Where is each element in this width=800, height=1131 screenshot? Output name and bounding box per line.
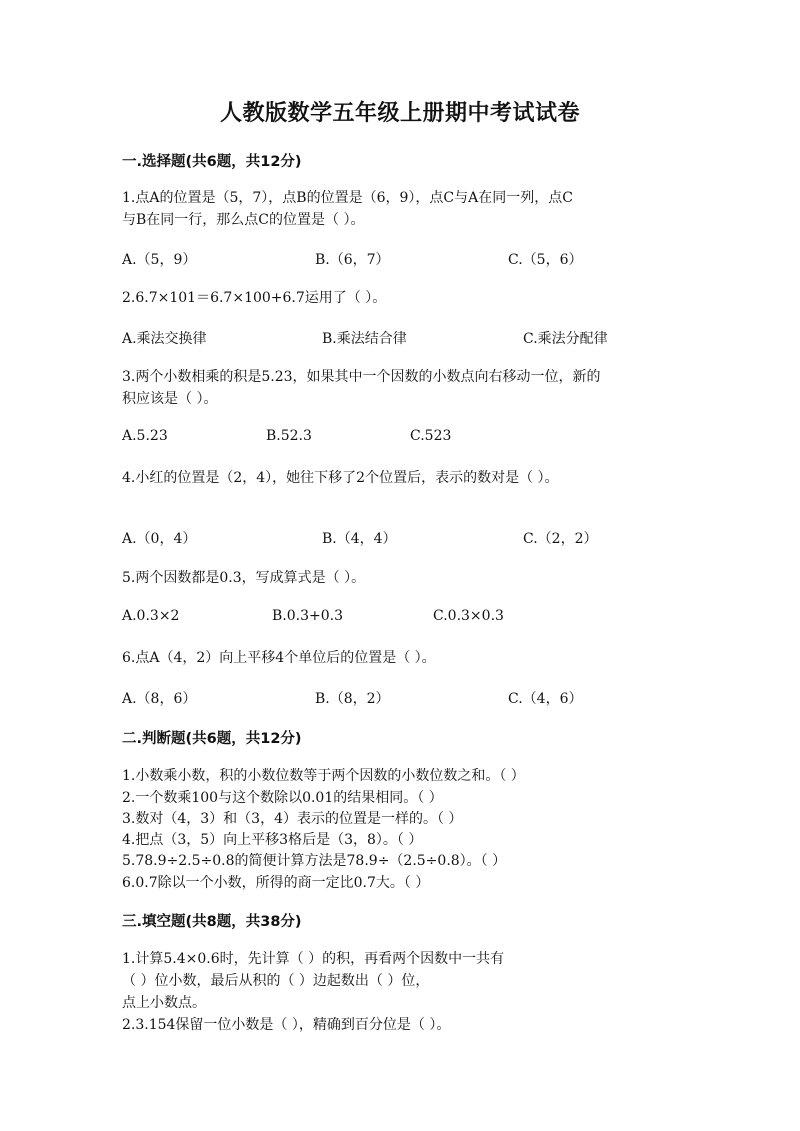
option-b: B.0.3+0.3 xyxy=(272,608,343,624)
option-c: C.乘法分配律 xyxy=(523,331,608,347)
question-3-2: 2.3.154保留一位小数是（ ），精确到百分位是（ ）。 xyxy=(122,1017,451,1033)
option-a: A.（8，6） xyxy=(122,691,197,707)
option-b: B.（8，2） xyxy=(315,691,390,707)
question-text-line: 3.两个小数相乘的积是5.23，如果其中一个因数的小数点向右移动一位，新的 xyxy=(122,369,601,385)
option-a: A.（5，9） xyxy=(122,252,197,268)
question-text-line: 6.点A（4，2）向上平移4个单位后的位置是（ ）。 xyxy=(122,650,436,666)
option-a: A.5.23 xyxy=(122,428,168,444)
option-c: C.0.3×0.3 xyxy=(433,608,504,624)
page-title: 人教版数学五年级上册期中考试试卷 xyxy=(219,101,580,126)
option-c: C.（5，6） xyxy=(508,252,583,268)
judgement-item: 3.数对（4，3）和（3，4）表示的位置是一样的。（ ） xyxy=(122,811,463,827)
judgement-item: 1.小数乘小数，积的小数位数等于两个因数的小数位数之和。（ ） xyxy=(122,768,525,784)
option-a: A.0.3×2 xyxy=(122,608,180,624)
question-text-line: 5.两个因数都是0.3，写成算式是（ ）。 xyxy=(122,570,366,586)
judgement-item: 6.0.7除以一个小数，所得的商一定比0.7大。（ ） xyxy=(122,875,430,891)
option-c: C.（4，6） xyxy=(508,691,583,707)
section-heading-fill-in: 三.填空题(共8题，共38分) xyxy=(122,914,302,930)
question-1-6 xyxy=(122,647,682,669)
question-text-line: 与B在同一行，那么点C的位置是（ ）。 xyxy=(122,212,365,228)
question-text-line: 1.点A的位置是（5，7），点B的位置是（6，9），点C与A在同一列，点C xyxy=(122,190,573,206)
option-b: B.（6，7） xyxy=(315,252,390,268)
section-heading-choice: 一.选择题(共6题，共12分) xyxy=(122,154,302,170)
option-a: A.乘法交换律 xyxy=(122,331,207,347)
option-a: A.（0，4） xyxy=(122,531,197,547)
judgement-item: 4.把点（3，5）向上平移3格后是（3，8）。（ ） xyxy=(122,832,423,848)
section-heading-judgement: 二.判断题(共6题，共12分) xyxy=(122,731,302,747)
question-1-4 xyxy=(122,467,682,489)
option-b: B.（4，4） xyxy=(322,531,397,547)
option-b: B.乘法结合律 xyxy=(322,331,407,347)
question-text-line: 1.计算5.4×0.6时，先计算（ ）的积，再看两个因数中一共有 xyxy=(122,951,505,967)
question-3-1 xyxy=(122,948,702,1014)
question-text-line: 4.小红的位置是（2，4），她往下移了2个位置后，表示的数对是（ ）。 xyxy=(122,470,559,486)
judgement-item: 2.一个数乘100与这个数除以0.01的结果相同。（ ） xyxy=(122,790,443,806)
question-text-line: 积应该是（ ）。 xyxy=(122,391,218,407)
question-1-3 xyxy=(122,366,682,410)
option-c: C.523 xyxy=(410,428,452,444)
question-1-2 xyxy=(122,287,682,309)
option-b: B.52.3 xyxy=(266,428,312,444)
judgement-item: 5.78.9÷2.5÷0.8的简便计算方法是78.9÷（2.5÷0.8）。（ ） xyxy=(122,853,507,869)
question-text-line: 点上小数点。 xyxy=(122,995,206,1011)
question-text-line: （ ）位小数，最后从积的（ ）边起数出（ ）位， xyxy=(122,973,430,989)
option-c: C.（2，2） xyxy=(523,531,598,547)
question-text-line: 2.6.7×101＝6.7×100+6.7运用了（ ）。 xyxy=(122,290,387,306)
question-1-5 xyxy=(122,567,682,589)
question-1-1 xyxy=(122,187,682,231)
